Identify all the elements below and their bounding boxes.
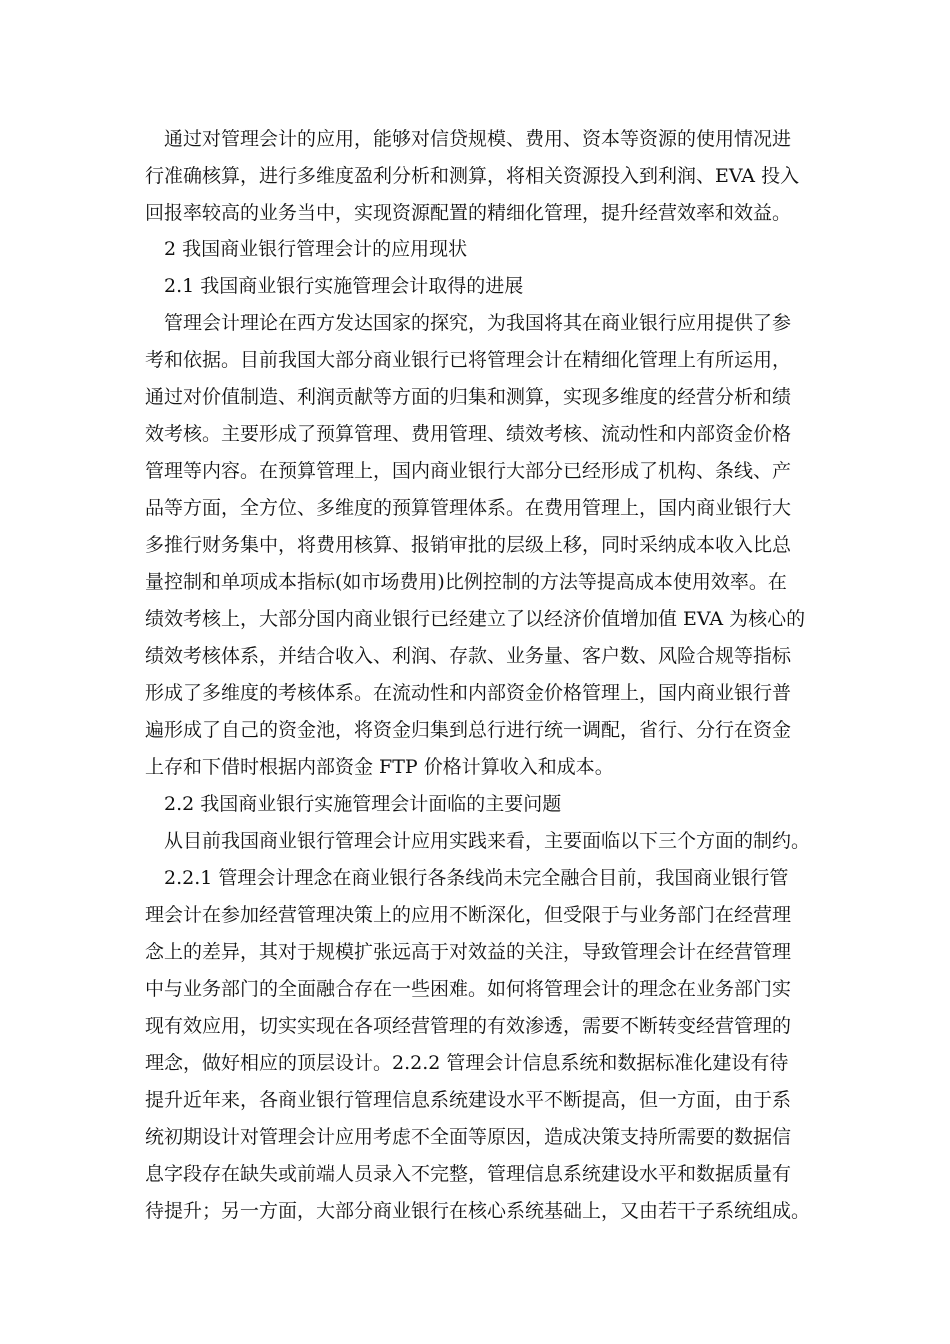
text-line-1: 通过对管理会计的应用，能够对信贷规模、费用、资本等资源的使用情况进 — [145, 128, 792, 150]
text-line-29: 息字段存在缺失或前端人员录入不完整，管理信息系统建设水平和数据质量有 — [145, 1163, 792, 1185]
text-line-13: 量控制和单项成本指标(如市场费用)比例控制的方法等提高成本使用效率。在 — [145, 571, 787, 593]
text-line-18: 上存和下借时根据内部资金 FTP 价格计算收入和成本。 — [145, 756, 614, 778]
text-line-24: 中与业务部门的全面融合存在一些困难。如何将管理会计的理念在业务部门实 — [145, 978, 792, 1000]
text-line-17: 遍形成了自己的资金池，将资金归集到总行进行统一调配，省行、分行在资金 — [145, 719, 792, 741]
text-line-20: 从目前我国商业银行管理会计应用实践来看，主要面临以下三个方面的制约。 — [145, 830, 811, 852]
text-line-12: 多推行财务集中，将费用核算、报销审批的层级上移，同时采纳成本收入比总 — [145, 534, 792, 556]
text-line-9: 效考核。主要形成了预算管理、费用管理、绩效考核、流动性和内部资金价格 — [145, 423, 792, 445]
text-line-10: 管理等内容。在预算管理上，国内商业银行大部分已经形成了机构、条线、产 — [145, 460, 792, 482]
text-line-28: 统初期设计对管理会计应用考虑不全面等原因，造成决策支持所需要的数据信 — [145, 1126, 792, 1148]
text-line-3: 回报率较高的业务当中，实现资源配置的精细化管理，提升经营效率和效益。 — [145, 202, 792, 224]
text-line-8: 通过对价值制造、利润贡献等方面的归集和测算，实现多维度的经营分析和绩 — [145, 386, 792, 408]
text-line-16: 形成了多维度的考核体系。在流动性和内部资金价格管理上，国内商业银行普 — [145, 682, 792, 704]
subsection-heading-2-2: 2.2 我国商业银行实施管理会计面临的主要问题 — [145, 793, 562, 815]
text-line-6: 管理会计理论在西方发达国家的探究，为我国将其在商业银行应用提供了参 — [145, 312, 792, 334]
text-line-15: 绩效考核体系，并结合收入、利润、存款、业务量、客户数、风险合规等指标 — [145, 645, 792, 667]
text-line-25: 现有效应用，切实实现在各项经营管理的有效渗透，需要不断转变经营管理的 — [145, 1015, 792, 1037]
subsection-heading-2-1: 2.1 我国商业银行实施管理会计取得的进展 — [145, 275, 524, 297]
text-line-2: 行准确核算，进行多维度盈利分析和测算，将相关资源投入到利润、EVA 投入 — [145, 165, 800, 187]
text-line-30: 待提升；另一方面，大部分商业银行在核心系统基础上，又由若干子系统组成。 — [145, 1200, 811, 1222]
text-line-23: 念上的差异，其对于规模扩张远高于对效益的关注，导致管理会计在经营管理 — [145, 941, 792, 963]
text-line-22: 理会计在参加经营管理决策上的应用不断深化，但受限于与业务部门在经营理 — [145, 904, 792, 926]
text-line-14: 绩效考核上，大部分国内商业银行已经建立了以经济价值增加值 EVA 为核心的 — [145, 608, 806, 630]
text-line-7: 考和依据。目前我国大部分商业银行已将管理会计在精细化管理上有所运用， — [145, 349, 792, 371]
text-line-11: 品等方面，全方位、多维度的预算管理体系。在费用管理上，国内商业银行大 — [145, 497, 792, 519]
text-line-26: 理念，做好相应的顶层设计。2.2.2 管理会计信息系统和数据标准化建设有待 — [145, 1052, 789, 1074]
section-heading-2: 2 我国商业银行管理会计的应用现状 — [145, 238, 468, 260]
text-line-27: 提升近年来，各商业银行管理信息系统建设水平不断提高，但一方面，由于系 — [145, 1089, 792, 1111]
text-line-21: 2.2.1 管理会计理念在商业银行各条线尚未完全融合目前，我国商业银行管 — [145, 867, 789, 889]
